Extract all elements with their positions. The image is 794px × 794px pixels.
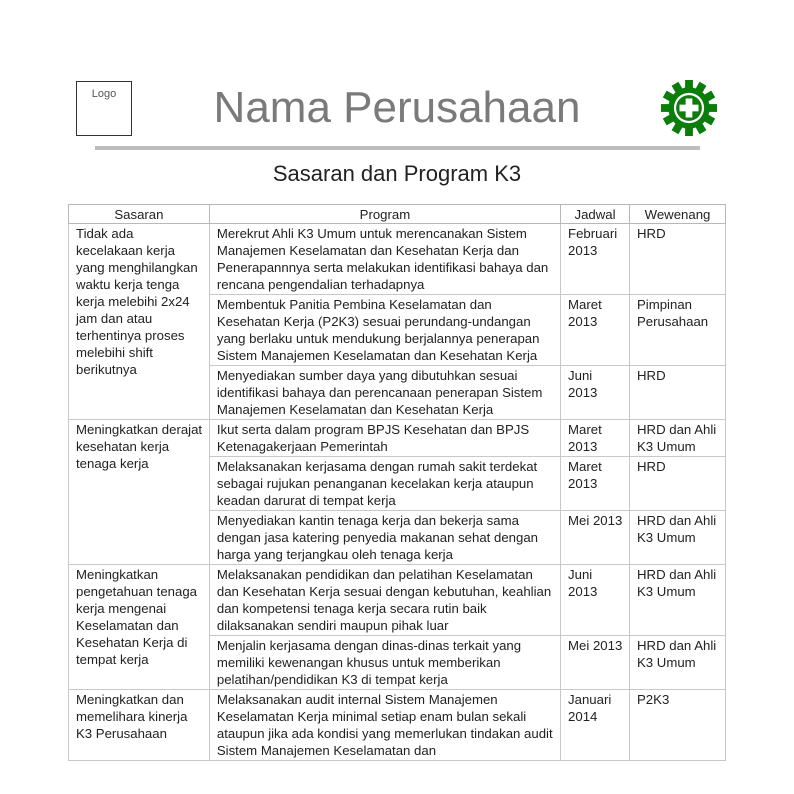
column-header-program: Program xyxy=(209,205,560,224)
program-cell: Melaksanakan audit internal Sistem Manajemen Keselamatan Kerja minimal setiap enam bulan sekali ataupun jika ada kondisi yang memerlukan tindakan audit Sistem Manajemen Keselamatan dan xyxy=(209,690,560,761)
column-header-sasaran: Sasaran xyxy=(69,205,210,224)
program-cell: Membentuk Panitia Pembina Keselamatan dan Kesehatan Kerja (P2K3) sesuai perundang-undangan yang berlaku untuk mendukung berjalannya penerapan Sistem Manajemen Keselamatan dan Kesehatan Kerja xyxy=(209,295,560,366)
jadwal-cell: Maret 2013 xyxy=(561,420,630,457)
jadwal-cell: Januari 2014 xyxy=(561,690,630,761)
document-title: Sasaran dan Program K3 xyxy=(272,161,522,186)
program-cell: Merekrut Ahli K3 Umum untuk merencanakan Sistem Manajemen Keselamatan dan Kesehatan Kerja dan Penerapannnya serta melakukan identifikasi bahaya dan rencana pengendalian terhadapnya xyxy=(209,224,560,295)
logo-placeholder xyxy=(76,81,132,136)
sasaran-cell: Tidak ada kecelakaan kerja yang menghilangkan waktu kerja tenga kerja melebihi 2x24 jam dan atau terhentinya proses melebihi shift berikutnya xyxy=(69,224,210,420)
wewenang-cell: HRD xyxy=(630,366,726,420)
table-row xyxy=(69,224,726,295)
wewenang-cell: HRD dan Ahli K3 Umum xyxy=(630,636,726,690)
wewenang-cell: HRD dan Ahli K3 Umum xyxy=(630,565,726,636)
sasaran-cell: Meningkatkan pengetahuan tenaga kerja mengenai Keselamatan dan Kesehatan Kerja di tempat kerja xyxy=(69,565,210,690)
k3-program-table xyxy=(68,204,726,761)
company-name: Nama Perusahaan xyxy=(213,83,581,132)
header-divider xyxy=(95,146,700,150)
program-cell: Menyediakan kantin tenaga kerja dan bekerja sama dengan jasa katering penyedia makanan sehat dengan harga yang terjangkau oleh tenaga kerja xyxy=(209,511,560,565)
jadwal-cell: Juni 2013 xyxy=(561,366,630,420)
program-cell: Melaksanakan kerjasama dengan rumah sakit terdekat sebagai rujukan penanganan kecelakan kerja ataupun keadan darurat di tempat kerja xyxy=(209,457,560,511)
sasaran-cell: Meningkatkan dan memelihara kinerja K3 Perusahaan xyxy=(69,690,210,761)
table-row xyxy=(69,420,726,457)
wewenang-cell: HRD xyxy=(630,457,726,511)
jadwal-cell: Maret 2013 xyxy=(561,457,630,511)
table-row xyxy=(69,690,726,761)
sasaran-cell: Meningkatkan derajat kesehatan kerja tenaga kerja xyxy=(69,420,210,565)
jadwal-cell: Mei 2013 xyxy=(561,636,630,690)
program-cell: Menyediakan sumber daya yang dibutuhkan sesuai identifikasi bahaya dan perencanaan penerapan Sistem Manajemen Keselamatan dan Kesehatan Kerja xyxy=(209,366,560,420)
program-cell: Ikut serta dalam program BPJS Kesehatan dan BPJS Ketenagakerjaan Pemerintah xyxy=(209,420,560,457)
jadwal-cell: Juni 2013 xyxy=(561,565,630,636)
wewenang-cell: P2K3 xyxy=(630,690,726,761)
column-header-jadwal: Jadwal xyxy=(561,205,630,224)
program-cell: Menjalin kerjasama dengan dinas-dinas terkait yang memiliki kewenangan khusus untuk memberikan pelatihan/pendidikan K3 di tempat kerja xyxy=(209,636,560,690)
wewenang-cell: Pimpinan Perusahaan xyxy=(630,295,726,366)
jadwal-cell: Mei 2013 xyxy=(561,511,630,565)
wewenang-cell: HRD xyxy=(630,224,726,295)
table-header-row xyxy=(69,205,726,224)
jadwal-cell: Februari 2013 xyxy=(561,224,630,295)
column-header-wewenang: Wewenang xyxy=(630,205,726,224)
k3-safety-emblem-icon xyxy=(661,80,717,136)
jadwal-cell: Maret 2013 xyxy=(561,295,630,366)
table-row xyxy=(69,565,726,636)
wewenang-cell: HRD dan Ahli K3 Umum xyxy=(630,420,726,457)
wewenang-cell: HRD dan Ahli K3 Umum xyxy=(630,511,726,565)
program-cell: Melaksanakan pendidikan dan pelatihan Keselamatan dan Kesehatan Kerja sesuai dengan kebutuhan, keahlian dan kompetensi tenaga kerja secara rutin baik dilaksanakan sendiri maupun pihak luar xyxy=(209,565,560,636)
logo-label: Logo xyxy=(91,88,117,100)
